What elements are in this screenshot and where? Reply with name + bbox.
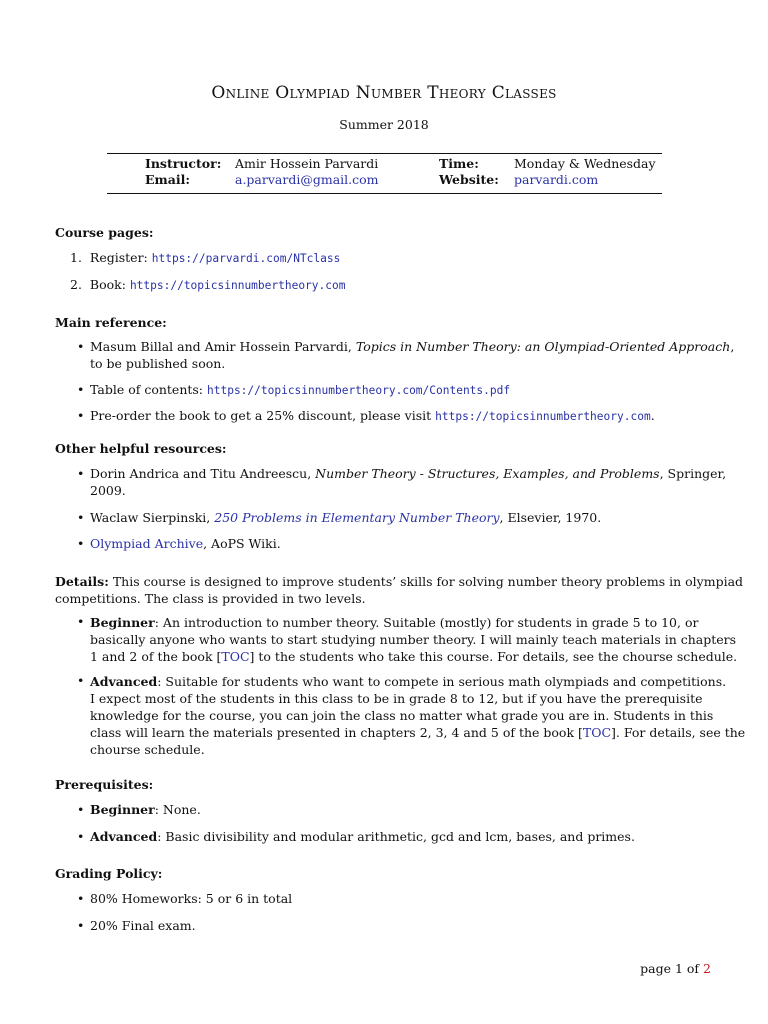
grading-item-homework: 80% Homeworks: 5 or 6 in total [90, 891, 293, 906]
main-reference-heading: Main reference: [55, 315, 167, 330]
resource-1-line1: Dorin Andrica and Titu Andreescu, Number Theory - Structures, Examples, and Problems, Springer, [90, 466, 727, 481]
advanced-details: Advanced: Suitable for students who want to compete in serious math olympiads and competitions. I expect most of the students in this class to be in grade 8 to 12, but if you have the prerequisite knowledge for the course, you can join the class no matter what grade you are in. Students in this class will learn the materials presented in chapters 2, 3, 4 and 5 of the book [TOC]. For details, see the chourse schedule. [90, 674, 746, 757]
time-value: Monday & Wednesday [514, 156, 656, 171]
main-reference-line1: Masum Billal and Amir Hossein Parvardi, Topics in Number Theory: an Olympiad-Oriented Approach, [90, 339, 735, 354]
beginner-details: Beginner: An introduction to number theory. Suitable (mostly) for students in grade 5 to 10, or basically anyone who wants to start studying number theory. I will mainly teach materials in chapters 1 and 2 of the book [TOC] to the students who take this course. For details, see the chourse schedule. [90, 615, 738, 664]
bullet-icon: • [77, 408, 85, 423]
page-title: Online Olympiad Number Theory Classes [211, 83, 557, 103]
website-link[interactable]: parvardi.com [514, 172, 599, 187]
page-number: page 1 of 2 [640, 961, 711, 976]
bullet-icon: • [77, 891, 85, 906]
email-label: Email: [145, 172, 190, 187]
page-subtitle: Summer 2018 [339, 117, 429, 132]
list-item: 2. Book: https://topicsinnumbertheory.com [70, 277, 346, 292]
bullet-icon: • [77, 918, 85, 933]
olympiad-archive-link[interactable]: Olympiad Archive [90, 536, 204, 551]
advanced-toc-link[interactable]: TOC [582, 725, 612, 740]
preorder-link[interactable]: https://topicsinnumbertheory.com [435, 410, 651, 423]
website-label: Website: [439, 172, 499, 187]
instructor-label: Instructor: [145, 156, 222, 171]
last-page-link[interactable]: 2 [703, 961, 711, 976]
bullet-icon: • [77, 829, 85, 844]
resource-1-line2: 2009. [90, 483, 126, 498]
list-item: 1. Register: https://parvardi.com/NTclass [70, 250, 341, 265]
toc-line: Table of contents: https://topicsinnumbertheory.com/Contents.pdf [90, 382, 511, 397]
time-label: Time: [439, 156, 479, 171]
prereq-advanced: Advanced: Basic divisibility and modular arithmetic, gcd and lcm, bases, and primes. [90, 829, 635, 844]
prerequisites-heading: Prerequisites: [55, 777, 154, 792]
bullet-icon: • [77, 382, 85, 397]
main-reference-line2: to be published soon. [90, 356, 226, 371]
grading-item-final: 20% Final exam. [90, 918, 196, 933]
bullet-icon: • [77, 802, 85, 817]
bullet-icon: • [77, 673, 85, 688]
resource-2-line: Waclaw Sierpinski, 250 Problems in Elementary Number Theory, Elsevier, 1970. [90, 510, 602, 525]
details-label: Details: [55, 574, 109, 589]
beginner-toc-link[interactable]: TOC [221, 649, 250, 664]
sierpinski-book-link[interactable]: 250 Problems in Elementary Number Theory [214, 510, 500, 525]
email-link[interactable]: a.parvardi@gmail.com [235, 172, 379, 187]
resource-3-line: Olympiad Archive, AoPS Wiki. [90, 536, 281, 551]
instructor-name: Amir Hossein Parvardi [235, 156, 379, 171]
details-paragraph: Details: This course is designed to improve students’ skills for solving number theory problems in olympiad competitions. The class is provided in two levels. [55, 574, 744, 606]
preorder-line: Pre-order the book to get a 25% discount, please visit https://topicsinnumbertheory.com. [90, 408, 655, 423]
bullet-icon: • [77, 614, 85, 629]
bullet-icon: • [77, 339, 85, 354]
other-resources-heading: Other helpful resources: [55, 441, 227, 456]
course-info-box [107, 153, 662, 194]
course-pages-heading: Course pages: [55, 225, 154, 240]
register-link[interactable]: https://parvardi.com/NTclass [151, 252, 341, 265]
book-link[interactable]: https://topicsinnumbertheory.com [129, 279, 346, 292]
contents-pdf-link[interactable]: https://topicsinnumbertheory.com/Contents.pdf [207, 384, 511, 397]
bullet-icon: • [77, 536, 85, 551]
prereq-beginner: Beginner: None. [90, 802, 201, 817]
bullet-icon: • [77, 466, 85, 481]
bullet-icon: • [77, 510, 85, 525]
grading-heading: Grading Policy: [55, 866, 163, 881]
